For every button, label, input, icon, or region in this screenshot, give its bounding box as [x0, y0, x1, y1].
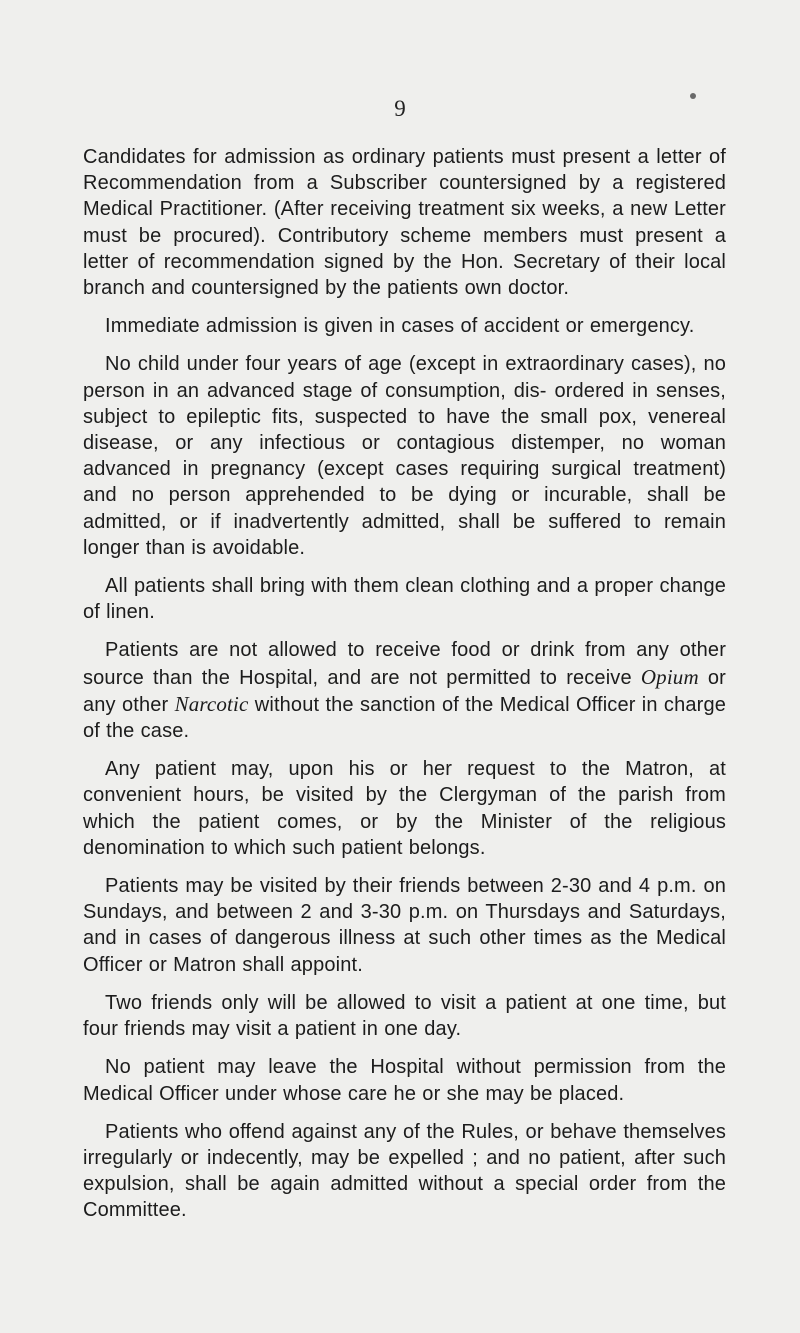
opium-term: Opium	[640, 664, 699, 689]
paragraph-expulsion: Patients who offend against any of the Rules, or behave themselves irregularly or indecently, may be expelled ; and no patient, after such expulsion, shall be again admitted without a special order from the Committee.	[83, 1120, 726, 1222]
paragraph-food-and-drink	[83, 637, 726, 744]
page-number: 9	[394, 96, 406, 121]
paragraph-immediate-admission: Immediate admission is given in cases of accident or emergency.	[105, 315, 695, 338]
paragraph-leaving-hospital: No patient may leave the Hospital without permission from the Medical Officer under whose care he or she may be placed.	[83, 1056, 726, 1105]
food-text-part-1: Patients are not allowed to receive food or drink from any other source than the Hospital, and are not permitted to receive	[83, 639, 726, 689]
narcotic-term: Narcotic	[174, 691, 249, 716]
paragraph-visitor-limit: Two friends only will be allowed to visit a patient at one time, but four friends may visit a patient in one day.	[83, 991, 726, 1041]
food-text-part-2: or any other	[83, 666, 726, 716]
paragraph-exclusions: No child under four years of age (except in extraordinary cases), no person in an advanced stage of consumption, dis- ordered in senses, subject to epileptic fits, suspected to have the small pox, venereal disease, or any infectious or contagious distemper, no woman advanced in pregnancy (except cases requiring surgical treatment) and no person apprehended to be dying or incurable, shall be admitted, or if inadvertently admitted, shall be suffered to remain longer than is avoidable.	[83, 353, 726, 559]
paragraph-clothing: All patients shall bring with them clean clothing and a proper change of linen.	[83, 575, 726, 624]
rules-text	[83, 144, 726, 1236]
paragraph-clergy-visits: Any patient may, upon his or her request to the Matron, at convenient hours, be visited by the Clergyman of the parish from which the patient comes, or by the Minister of the religious denomination to which such patient belongs.	[83, 758, 726, 859]
paragraph-visiting-hours: Patients may be visited by their friends between 2-30 and 4 p.m. on Sundays, and between 2 and 3-30 p.m. on Thursdays and Saturdays, and in cases of dangerous illness at such other times as the Medical Officer or Matron shall appoint.	[83, 875, 726, 976]
paragraph-admission-letters: Candidates for admission as ordinary patients must present a letter of Recommendation from a Subscriber countersigned by a registered Medical Practitioner. (After receiving treatment six weeks, a new Letter must be procured). Contributory scheme members must present a letter of recommendation signed by the Hon. Secretary of their local branch and countersigned by the patients own doctor.	[83, 146, 726, 300]
food-text-part-3: without the sanction of the Medical Officer in charge of the case.	[83, 693, 726, 743]
